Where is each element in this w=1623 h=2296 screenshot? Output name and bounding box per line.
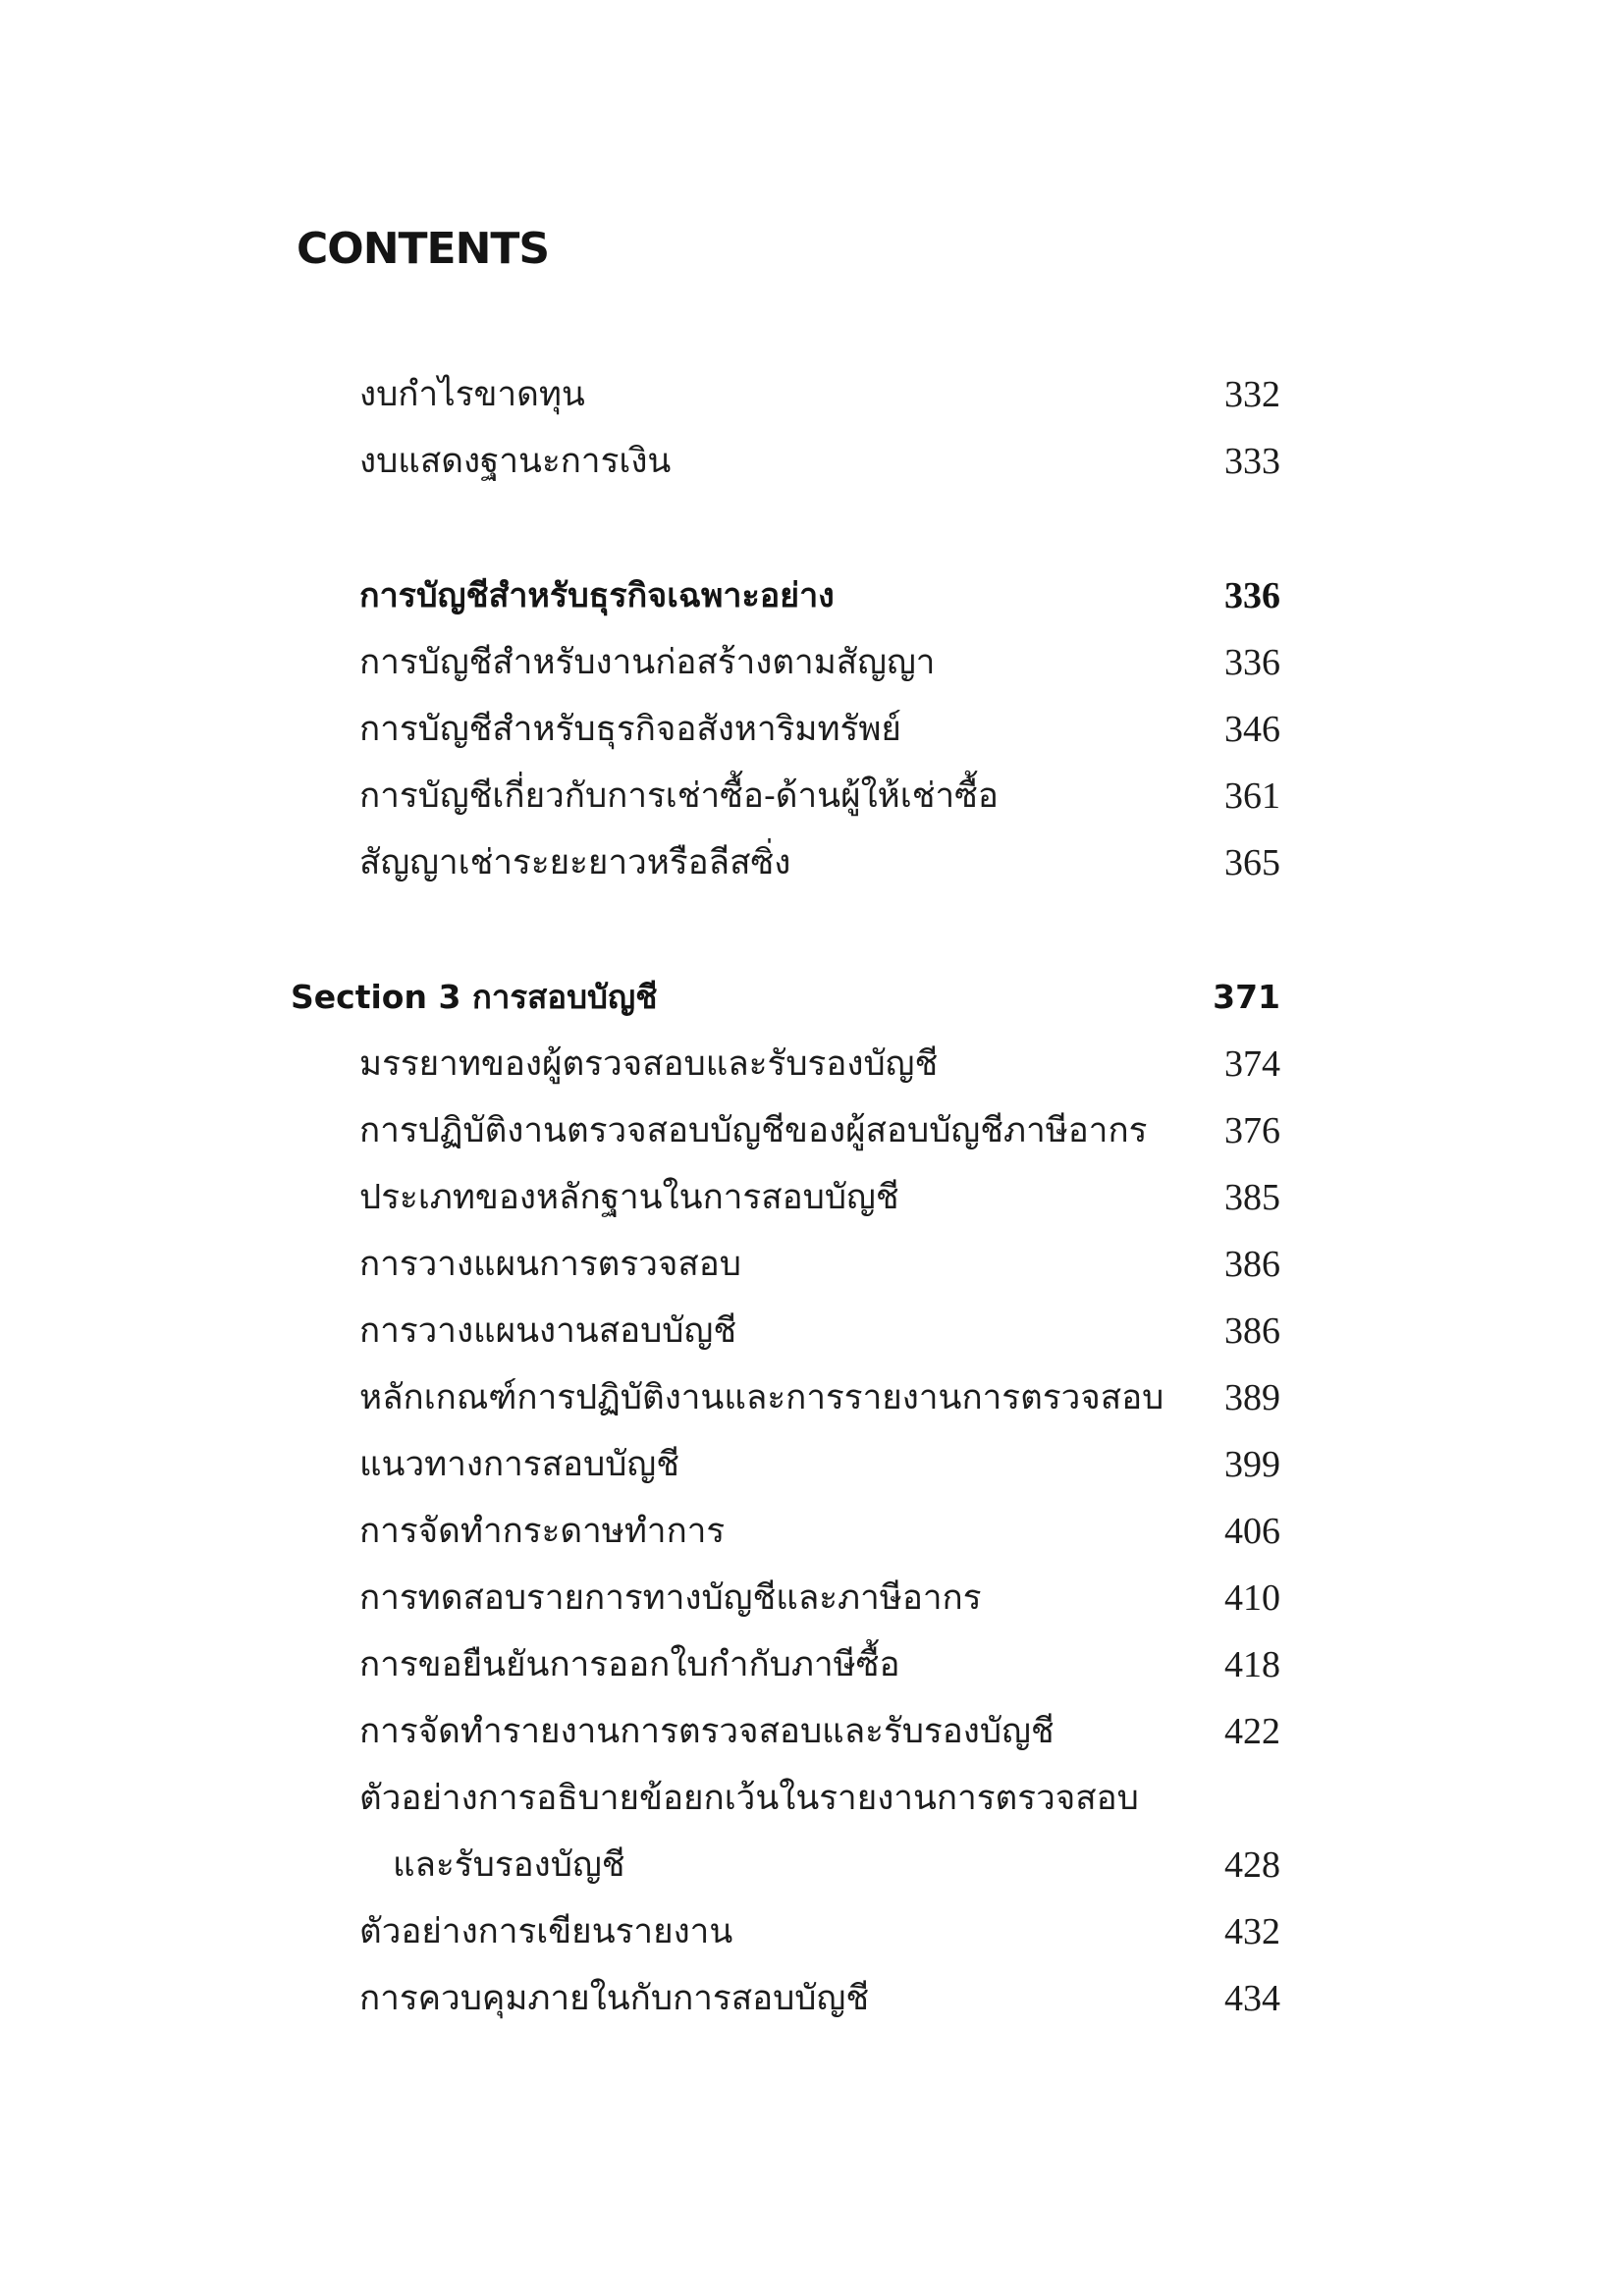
toc-row xyxy=(0,428,1623,495)
toc-entry-title: การวางแผนการตรวจสอบ xyxy=(359,1245,741,1284)
page-title: CONTENTS xyxy=(297,224,550,274)
toc-page-number: 418 xyxy=(1224,1644,1280,1685)
toc-row xyxy=(0,1431,1623,1498)
toc-page-number: 428 xyxy=(1224,1844,1280,1886)
toc-entry-continuation: และรับรองบัญชี xyxy=(393,1845,625,1885)
toc-page-number: 399 xyxy=(1224,1444,1280,1485)
toc-row xyxy=(0,829,1623,896)
toc-row xyxy=(0,696,1623,763)
toc-entry-title: ตัวอย่างการเขียนรายงาน xyxy=(359,1912,733,1951)
toc-page-number: 410 xyxy=(1224,1577,1280,1619)
toc-row xyxy=(0,1364,1623,1431)
toc-row xyxy=(0,1698,1623,1765)
toc-page-number: 389 xyxy=(1224,1377,1280,1418)
toc-section-title: Section 3 การสอบบัญชี xyxy=(291,978,658,1016)
toc-page-number: 386 xyxy=(1224,1310,1280,1352)
toc-page-number: 336 xyxy=(1224,642,1280,683)
toc-row xyxy=(0,1031,1623,1097)
toc-page-number: 422 xyxy=(1224,1711,1280,1752)
toc-page-number: 365 xyxy=(1224,842,1280,883)
toc-row xyxy=(0,1231,1623,1298)
toc-row xyxy=(0,562,1623,629)
toc-entry-title: มรรยาทของผู้ตรวจสอบและรับรองบัญชี xyxy=(359,1044,939,1084)
toc-entry-title: การปฏิบัติงานตรวจสอบบัญชีของผู้สอบบัญชีภาษีอากร xyxy=(359,1111,1148,1150)
toc-page-number: 346 xyxy=(1224,709,1280,750)
toc-page-number: 432 xyxy=(1224,1911,1280,1952)
toc-entry-title: การบัญชีสำหรับงานก่อสร้างตามสัญญา xyxy=(359,643,936,682)
toc-page-number: 406 xyxy=(1224,1511,1280,1552)
toc-entry-title: การบัญชีสำหรับธุรกิจอสังหาริมทรัพย์ xyxy=(359,710,901,749)
toc-entry-title: การขอยืนยันการออกใบกำกับภาษีซื้อ xyxy=(359,1645,900,1684)
toc-entry-title: ประเภทของหลักฐานในการสอบบัญชี xyxy=(359,1178,899,1217)
toc-entry-title: การควบคุมภายในกับการสอบบัญชี xyxy=(359,1979,870,2018)
toc-entry-title: หลักเกณฑ์การปฏิบัติงานและการรายงานการตรวจสอบ xyxy=(359,1378,1164,1417)
toc-row xyxy=(0,1965,1623,2032)
toc-entry-title: ตัวอย่างการอธิบายข้อยกเว้นในรายงานการตรวจสอบ xyxy=(359,1779,1139,1818)
toc-entry-title: การบัญชีเกี่ยวกับการเช่าซื้อ-ด้านผู้ให้เช่าซื้อ xyxy=(359,776,999,816)
toc-entry-title: การจัดทำกระดาษทำการ xyxy=(359,1512,726,1551)
toc-row xyxy=(0,629,1623,696)
toc-page-number: 333 xyxy=(1224,441,1280,482)
toc-row xyxy=(0,361,1623,428)
toc-page-number: 385 xyxy=(1224,1177,1280,1218)
toc-page-number: 386 xyxy=(1224,1244,1280,1285)
toc-row xyxy=(0,1631,1623,1698)
toc-page-number: 371 xyxy=(1213,978,1280,1016)
toc-row xyxy=(0,1498,1623,1565)
toc-row xyxy=(0,1298,1623,1364)
toc-page-number: 361 xyxy=(1224,775,1280,817)
toc-row xyxy=(0,1164,1623,1231)
toc-row xyxy=(0,1898,1623,1965)
toc-row xyxy=(0,1832,1623,1898)
toc-entry-title: งบกำไรขาดทุน xyxy=(359,375,585,414)
toc-page-number: 434 xyxy=(1224,1978,1280,2019)
toc-row xyxy=(0,1565,1623,1631)
toc-page-number: 332 xyxy=(1224,374,1280,415)
toc-entry-title: งบแสดงฐานะการเงิน xyxy=(359,442,672,481)
toc-page-number: 374 xyxy=(1224,1043,1280,1085)
toc-row xyxy=(0,964,1623,1031)
toc-entry-title: สัญญาเช่าระยะยาวหรือลีสซิ่ง xyxy=(359,843,791,882)
toc-page-number: 376 xyxy=(1224,1110,1280,1151)
toc-row xyxy=(0,763,1623,829)
toc-entry-title: การทดสอบรายการทางบัญชีและภาษีอากร xyxy=(359,1578,982,1618)
toc-row xyxy=(0,1097,1623,1164)
toc-row xyxy=(0,1765,1623,1832)
toc-entry-title: แนวทางการสอบบัญชี xyxy=(359,1445,679,1484)
toc-entry-title: การจัดทำรายงานการตรวจสอบและรับรองบัญชี xyxy=(359,1712,1055,1751)
toc-entry-title: การวางแผนงานสอบบัญชี xyxy=(359,1311,737,1351)
toc-page-number: 336 xyxy=(1224,575,1280,616)
toc-subheading-title: การบัญชีสำหรับธุรกิจเฉพาะอย่าง xyxy=(359,576,835,615)
